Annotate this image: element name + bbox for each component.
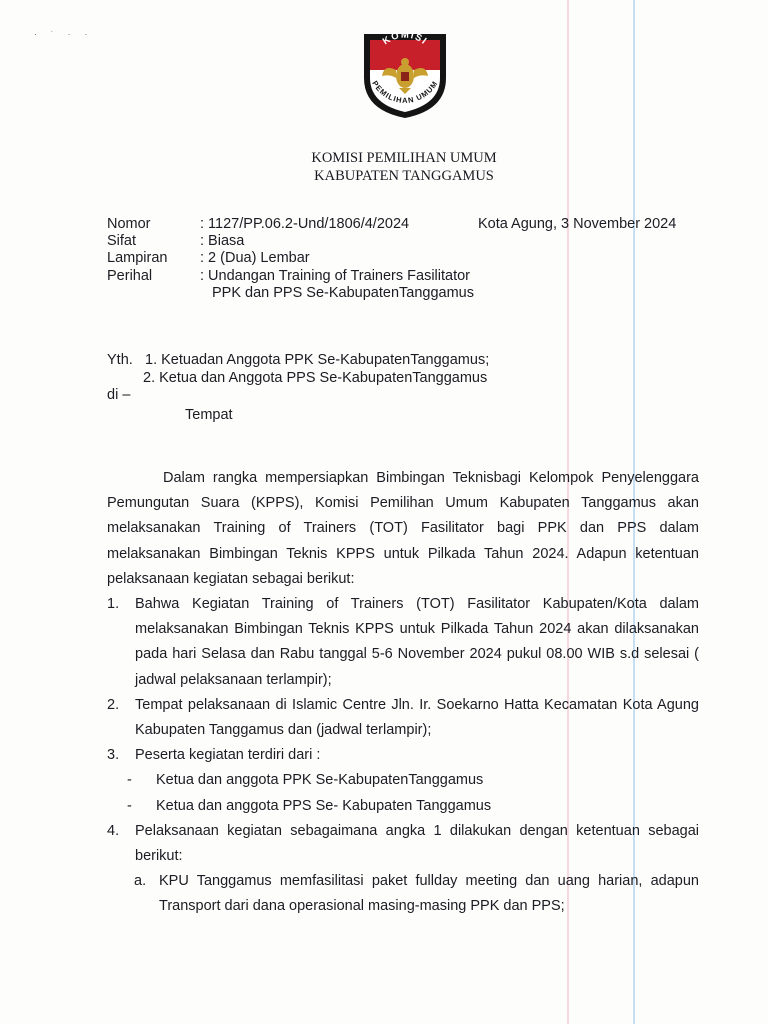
letterhead-line2: KABUPATEN TANGGAMUS <box>314 168 494 184</box>
letter-body <box>107 466 699 920</box>
list-item-1 <box>107 592 699 693</box>
perihal-continuation: PPK dan PPS Se-KabupatenTanggamus <box>212 284 474 301</box>
sub-text: KPU Tanggamus memfasilitasi paket fullday meeting dan uang harian, adapun Transport dari dana operasional masing-masing PPK dan PPS; <box>159 873 699 915</box>
logo-top-text: KOMISI <box>380 29 430 48</box>
dash-marker: - <box>127 797 132 814</box>
scan-specks: · ˙ · · <box>34 30 94 39</box>
lampiran-value: : 2 (Dua) Lembar <box>200 250 310 267</box>
addressee-line1 <box>107 352 489 370</box>
addressee-tempat: Tempat <box>185 406 233 423</box>
kpu-logo-emblem <box>356 20 454 120</box>
list-number: 2. <box>107 696 120 713</box>
nomor-label: Nomor <box>107 216 151 232</box>
addressee-prefix: Yth. <box>107 352 133 368</box>
list-number: 1. <box>107 596 120 613</box>
dash-item-1 <box>107 768 699 793</box>
intro-text: Dalam rangka mempersiapkan Bimbingan Teknisbagi Kelompok Penyelenggara Pemungutan Suara (KPPS), Komisi Pemilihan Umum Kabupaten Tanggamus akan melaksanakan Training of Trainers (TOT) Fasilitator bagi PPK dan PPS dalam melaksanakan Bimbingan Teknis KPPS untuk Pilkada Tahun 2024. Adapun ketentuan pelaksanaan kegiatan sebagai berikut: <box>107 470 699 587</box>
list-text: Tempat pelaksanaan di Islamic Centre Jln. Ir. Soekarno Hatta Kecamatan Kota Agung Kabupaten Tanggamus dan (jadwal terlampir); <box>135 696 699 739</box>
addressee-di: di – <box>107 387 131 403</box>
list-item-2 <box>107 693 699 743</box>
sifat-label: Sifat <box>107 233 137 250</box>
list-number: 4. <box>107 822 120 839</box>
letter-meta <box>107 216 474 302</box>
list-item-3 <box>107 743 699 768</box>
nomor-value: : 1127/PP.06.2-Und/1806/4/2024 <box>200 216 410 232</box>
sub-item-a <box>107 869 699 919</box>
meta-sifat <box>107 233 474 250</box>
sifat-value: : Biasa <box>200 233 245 250</box>
meta-nomor <box>107 216 474 233</box>
perihal-label: Perihal <box>107 267 153 284</box>
dash-marker: - <box>127 772 132 789</box>
sub-letter: a. <box>134 873 147 890</box>
addressee-item1: 1. Ketuadan Anggota PPK Se-KabupatenTanggamus; <box>145 352 490 368</box>
list-text: Bahwa Kegiatan Training of Trainers (TOT) Fasilitator Kabupaten/Kota dalam melaksanakan Bimbingan Teknis KPPS untuk Pilkada Tahun 2024 akan dilaksanakan pada hari Selasa dan Rabu tanggal 5-6 November 2024 pukul 08.00 WIB s.d selesai ( jadwal pelaksanaan terlampir); <box>135 596 699 688</box>
letterhead <box>0 149 768 185</box>
meta-lampiran <box>107 250 474 267</box>
list-text: Peserta kegiatan terdiri dari : <box>135 747 321 764</box>
intro-paragraph <box>107 466 699 592</box>
list-text: Pelaksanaan kegiatan sebagaimana angka 1 dilakukan dengan ketentuan sebagai berikut: <box>135 822 699 865</box>
dash-item-2 <box>107 794 699 819</box>
list-number: 3. <box>107 747 120 764</box>
letter-date: Kota Agung, 3 November 2024 <box>478 216 677 232</box>
dash-text: Ketua dan anggota PPS Se- Kabupaten Tanggamus <box>156 797 492 814</box>
lampiran-label: Lampiran <box>107 250 168 267</box>
meta-perihal <box>107 268 474 285</box>
addressee-block <box>107 352 489 424</box>
dash-text: Ketua dan anggota PPK Se-KabupatenTanggamus <box>156 772 484 789</box>
perihal-value: : Undangan Training of Trainers Fasilitator <box>200 267 470 284</box>
logo-bottom-text: PEMILIHAN UMUM <box>370 79 440 105</box>
addressee-item2: 2. Ketua dan Anggota PPS Se-KabupatenTanggamus <box>143 369 488 386</box>
letterhead-line1: KOMISI PEMILIHAN UMUM <box>311 150 497 166</box>
list-item-4 <box>107 819 699 869</box>
